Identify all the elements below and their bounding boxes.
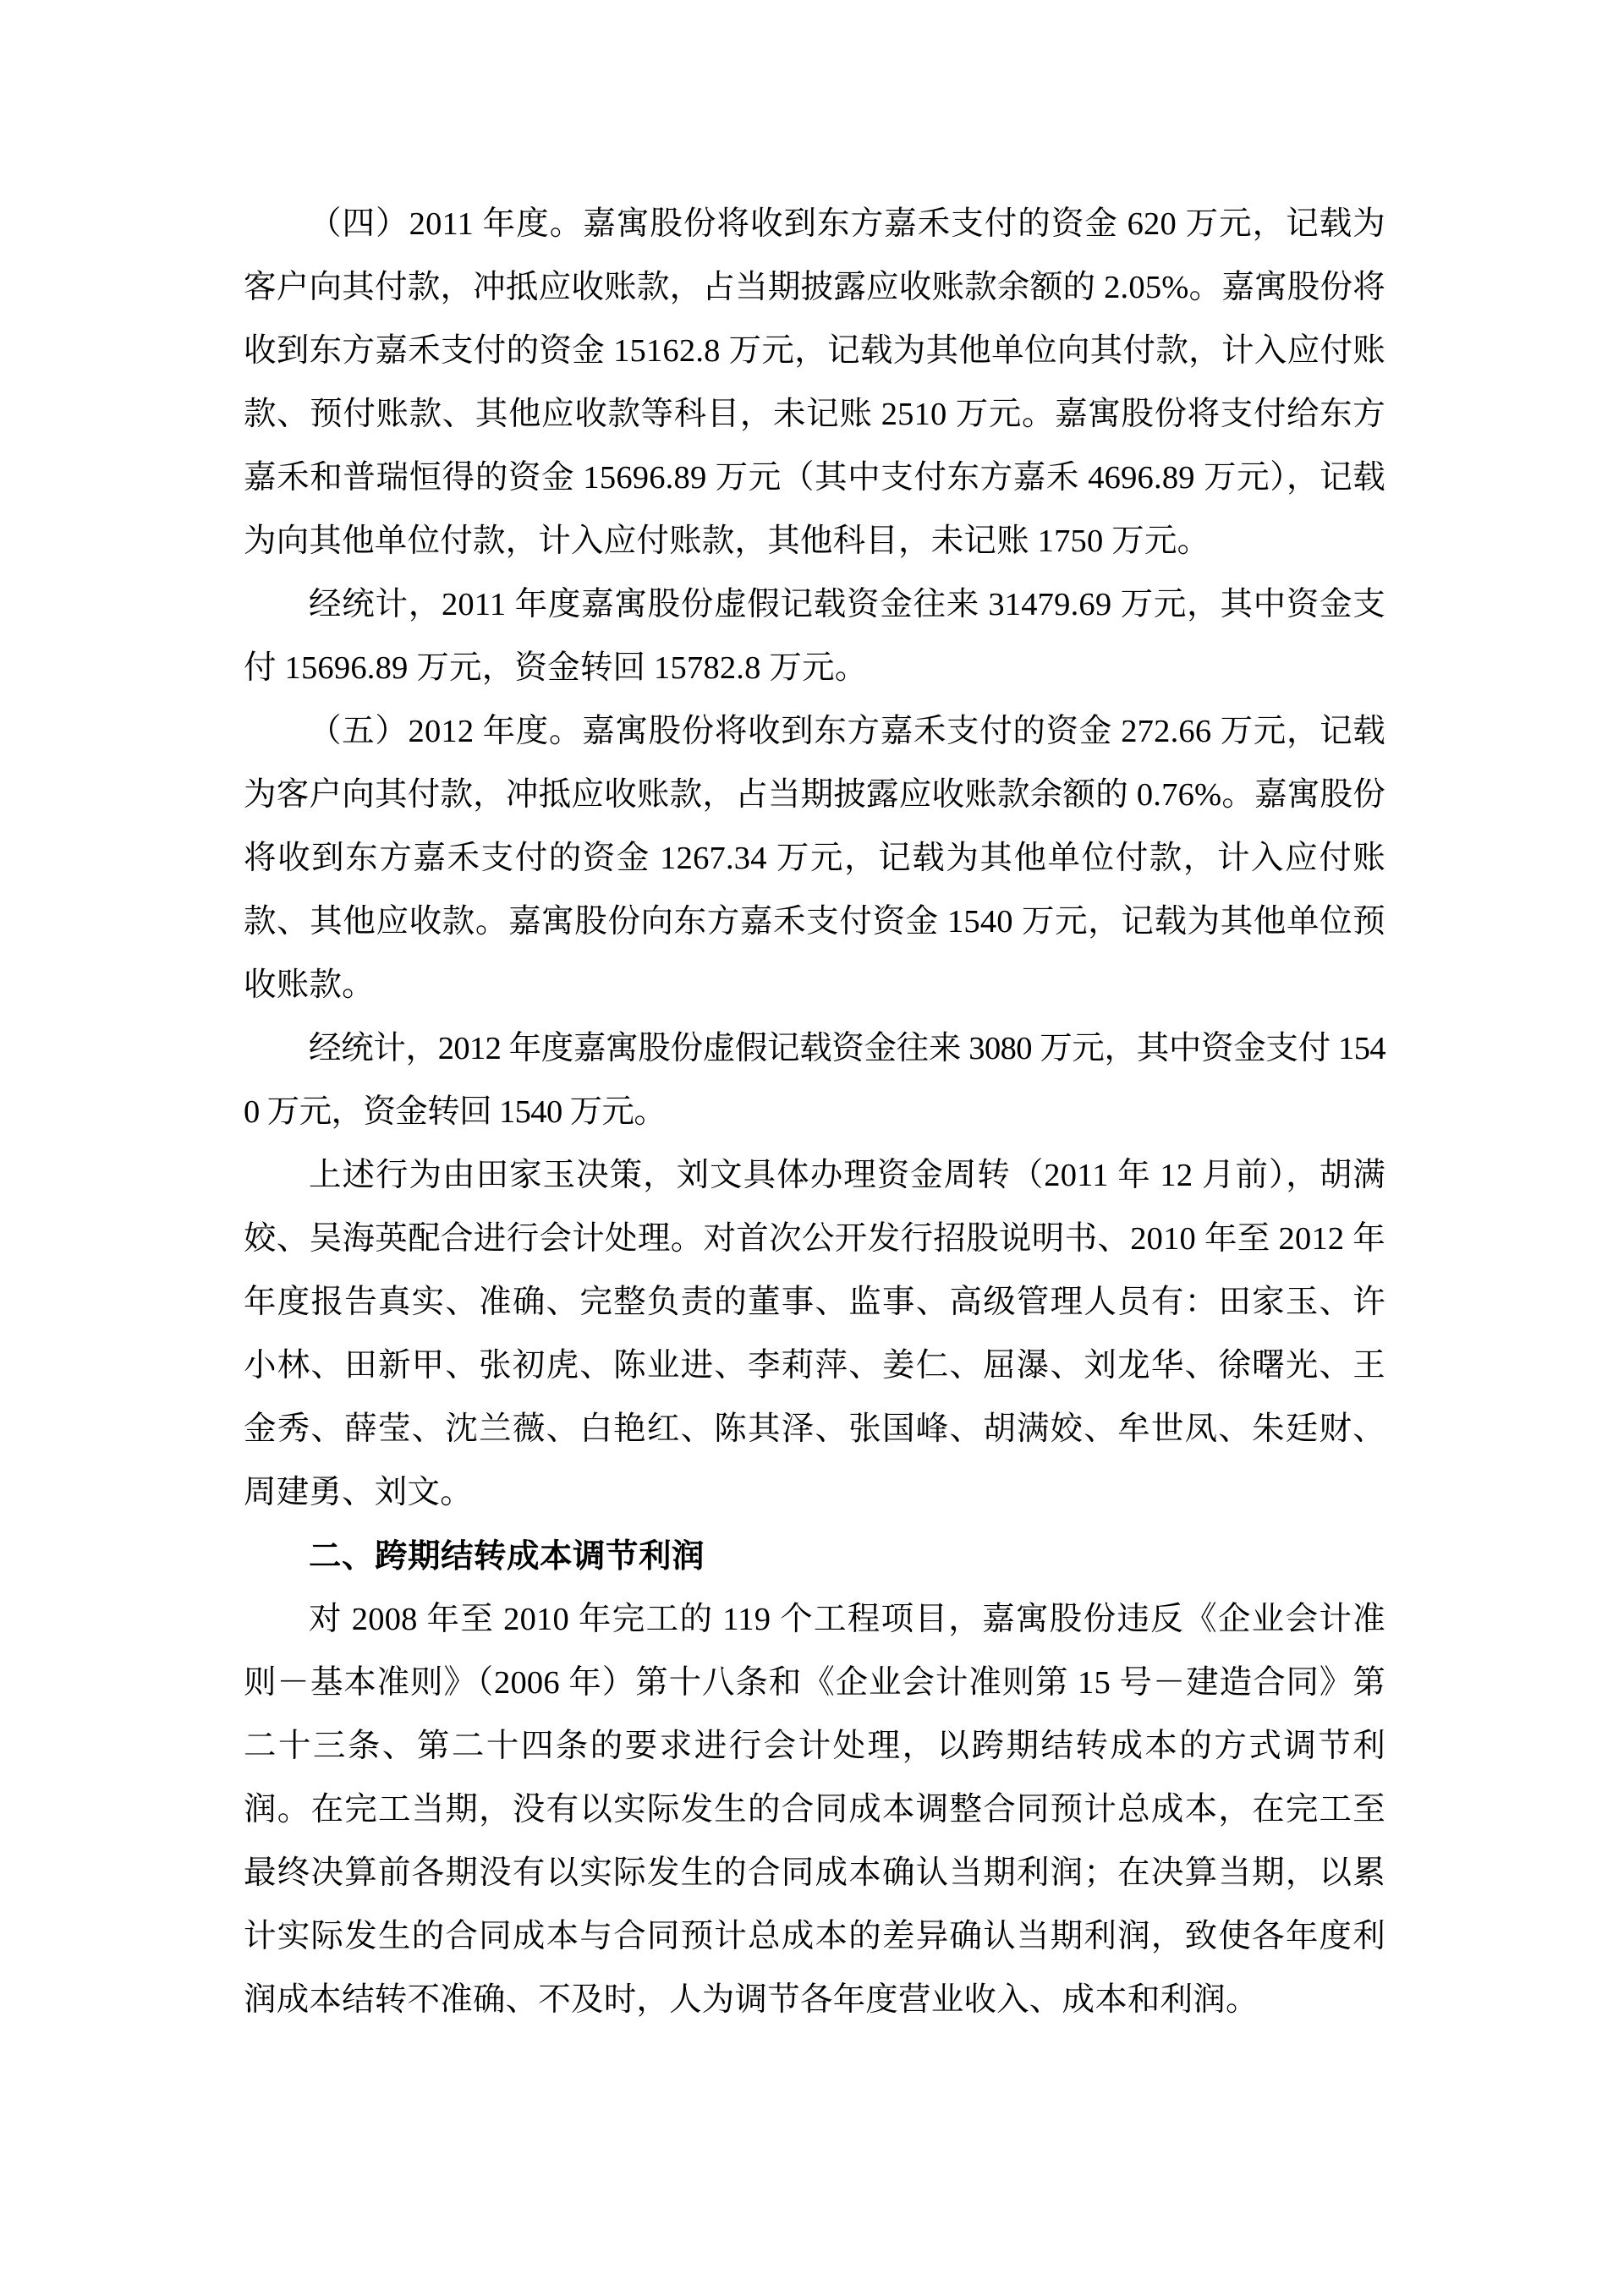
document-body (244, 193, 1385, 2032)
paragraph-2011-detail: （四）2011 年度。嘉寓股份将收到东方嘉禾支付的资金 620 万元，记载为客户向其付款，冲抵应收账款，占当期披露应收账款余额的 2.05%。嘉寓股份将收到东方嘉禾支付的资金 15162.8 万元，记载为其他单位向其付款，计入应付账款、预付账款、其他应收款等科目，未记账 2510 万元。嘉寓股份将支付给东方嘉禾和普瑞恒得的资金 15696.89 万元（其中支付东方嘉禾 4696.89 万元），记载为向其他单位付款，计入应付账款，其他科目，未记账 1750 万元。 (244, 206, 1385, 559)
paragraph-2011-summary: 经统计，2011 年度嘉寓股份虚假记载资金往来 31479.69 万元，其中资金支付 15696.89 万元，资金转回 15782.8 万元。 (244, 587, 1385, 686)
paragraph-responsible-persons: 上述行为由田家玉决策，刘文具体办理资金周转（2011 年 12 月前），胡满姣、吴海英配合进行会计处理。对首次公开发行招股说明书、2010 年至 2012 年年度报告真实、准确、完整负责的董事、监事、高级管理人员有：田家玉、许小林、田新甲、张初虎、陈业进、李莉萍、姜仁、屈瀑、刘龙华、徐曙光、王金秀、薛莹、沈兰薇、白艳红、陈其泽、张国峰、胡满姣、牟世凤、朱廷财、周建勇、刘文。 (244, 1158, 1385, 1510)
paragraph-2012-detail: （五）2012 年度。嘉寓股份将收到东方嘉禾支付的资金 272.66 万元，记载为客户向其付款，冲抵应收账款，占当期披露应收账款余额的 0.76%。嘉寓股份将收到东方嘉禾支付的资金 1267.34 万元，记载为其他单位付款，计入应付账款、其他应收款。嘉寓股份向东方嘉禾支付资金 1540 万元，记载为其他单位预收账款。 (244, 714, 1385, 1003)
paragraph-2012-summary: 经统计，2012 年度嘉寓股份虚假记载资金往来 3080 万元，其中资金支付 1540 万元，资金转回 1540 万元。 (244, 1031, 1385, 1130)
section-heading-two: 二、跨期结转成本调节利润 (309, 1538, 705, 1575)
paragraph-section-two-body: 对 2008 年至 2010 年完工的 119 个工程项目，嘉寓股份违反《企业会计准则－基本准则》（2006 年）第十八条和《企业会计准则第 15 号－建造合同》第二十三条、第二十四条的要求进行会计处理，以跨期结转成本的方式调节利润。在完工当期，没有以实际发生的合同成本调整合同预计总成本，在完工至最终决算前各期没有以实际发生的合同成本确认当期利润；在决算当期，以累计实际发生的合同成本与合同预计总成本的差异确认当期利润，致使各年度利润成本结转不准确、不及时，人为调节各年度营业收入、成本和利润。 (244, 1602, 1385, 2018)
